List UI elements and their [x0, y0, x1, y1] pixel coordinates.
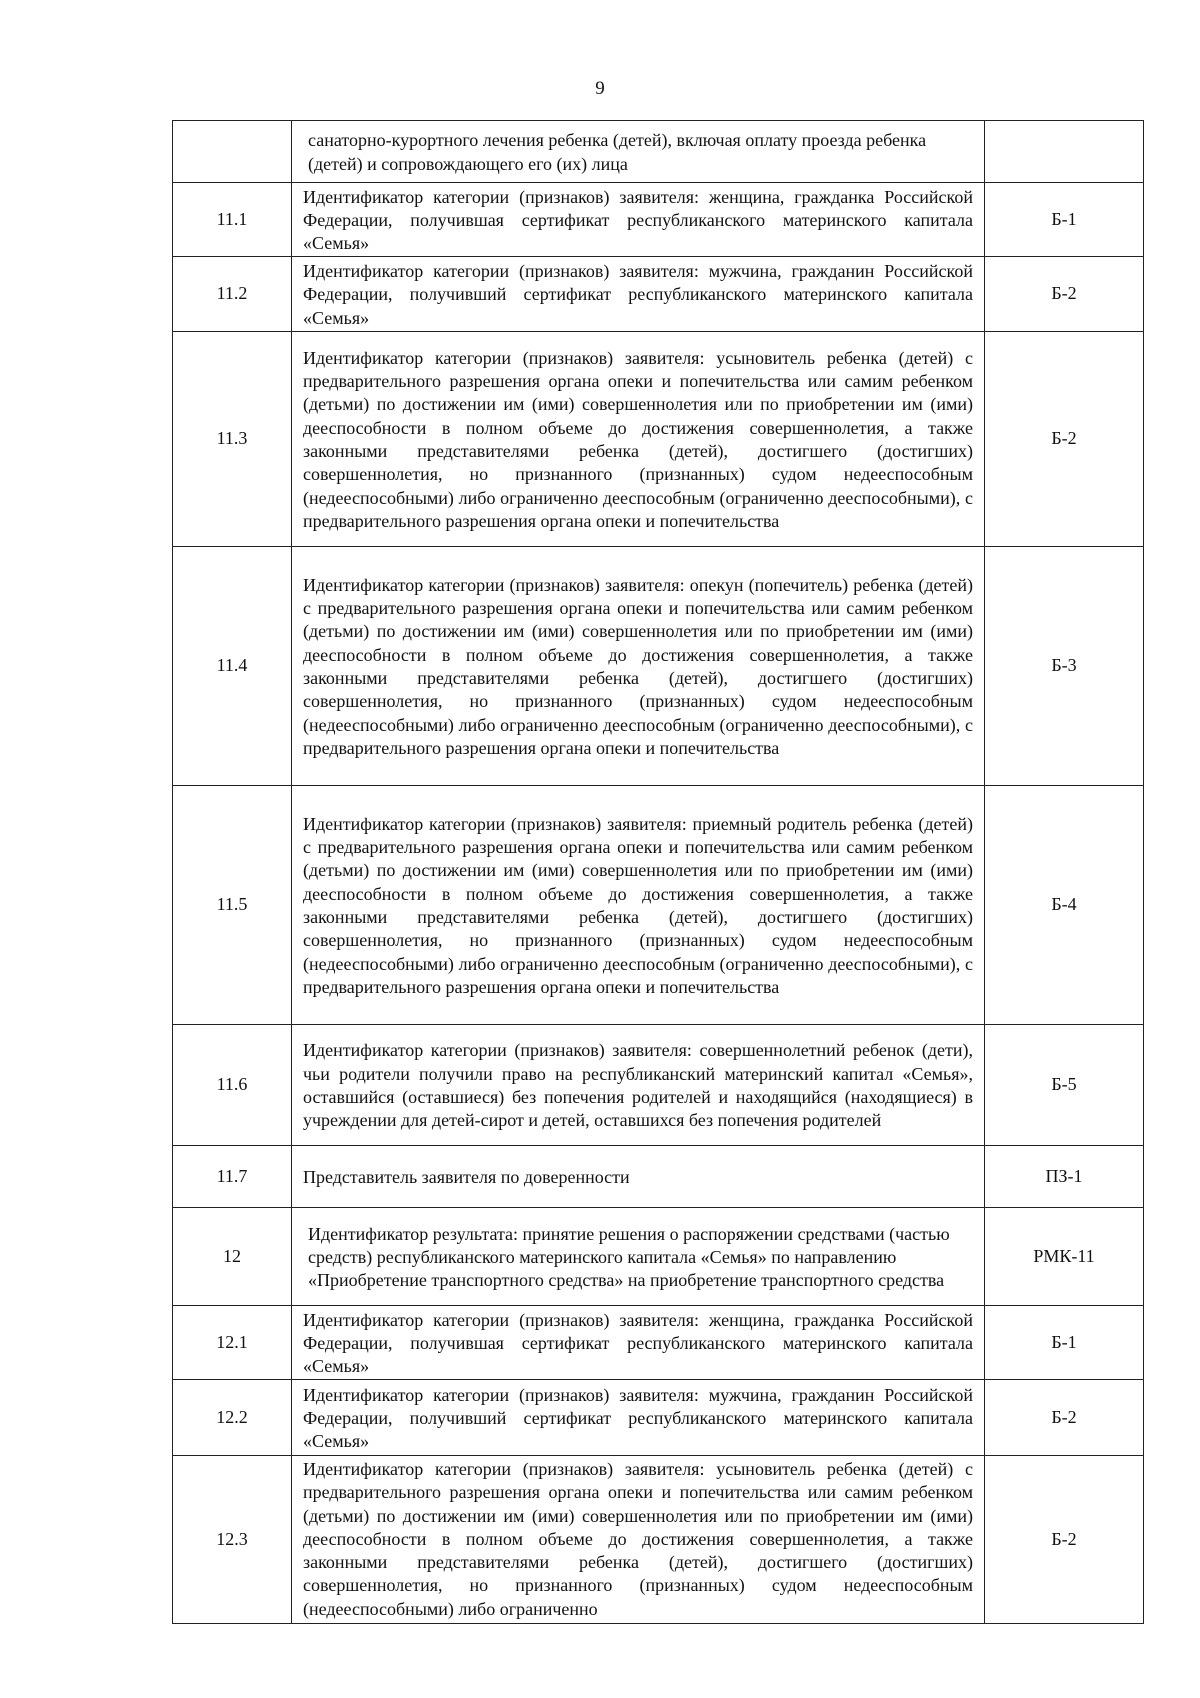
- table-row: [173, 257, 1144, 332]
- table-row: [173, 1146, 1144, 1208]
- table-row: [173, 1306, 1144, 1380]
- row-number-cell: 11.3: [173, 332, 292, 547]
- row-code-cell: Б-2: [985, 1456, 1144, 1624]
- row-number-cell: 12.3: [173, 1456, 292, 1624]
- document-table: [172, 120, 1144, 1624]
- row-description-cell: Идентификатор категории (признаков) заявителя: приемный родитель ребенка (детей) с предварительного разрешения органа опеки и попечительства или самим ребенком (детьми) по достижении им (ими) совершеннолетия или по приобретении им (ими) дееспособности в полном объеме до достижения совершеннолетия, а также законными представителями ребенка (детей), достигшего (достигших) совершеннолетия, но признанного (признанных) судом недееспособным (недееспособными) либо ограниченно дееспособным (ограниченно дееспособными), с предварительного разрешения органа опеки и попечительства: [292, 786, 985, 1025]
- row-code-cell: Б-3: [985, 547, 1144, 786]
- table-row: [173, 1380, 1144, 1456]
- row-number-cell: 11.1: [173, 183, 292, 257]
- row-code-cell: Б-1: [985, 1306, 1144, 1380]
- row-code-cell: ПЗ-1: [985, 1146, 1144, 1208]
- row-code-cell: [985, 121, 1144, 183]
- table-row: [173, 547, 1144, 786]
- row-code-cell: Б-4: [985, 786, 1144, 1025]
- row-description-cell: Идентификатор результата: принятие решения о распоряжении средствами (частью средств) республиканского материнского капитала «Семья» по направлению «Приобретение транспортного средства» на приобретение транспортного средства: [292, 1208, 985, 1306]
- row-description-cell: Идентификатор категории (признаков) заявителя: опекун (попечитель) ребенка (детей) с предварительного разрешения органа опеки и попечительства или самим ребенком (детьми) по достижении им (ими) совершеннолетия или по приобретении им (ими) дееспособности в полном объеме до достижения совершеннолетия, а также законными представителями ребенка (детей), достигшего (достигших) совершеннолетия, но признанного (признанных) судом недееспособным (недееспособными) либо ограниченно дееспособным (ограниченно дееспособными), с предварительного разрешения органа опеки и попечительства: [292, 547, 985, 786]
- row-code-cell: Б-2: [985, 257, 1144, 332]
- row-number-cell: 12.2: [173, 1380, 292, 1456]
- row-number-cell: 11.6: [173, 1025, 292, 1146]
- row-description-cell: санаторно-курортного лечения ребенка (детей), включая оплату проезда ребенка (детей) и сопровождающего его (их) лица: [292, 121, 985, 183]
- table-row: [173, 786, 1144, 1025]
- table-row: [173, 183, 1144, 257]
- row-description-cell: Идентификатор категории (признаков) заявителя: мужчина, гражданин Российской Федерации, получивший сертификат республиканского материнского капитала «Семья»: [292, 1380, 985, 1456]
- row-code-cell: Б-1: [985, 183, 1144, 257]
- row-code-cell: Б-2: [985, 332, 1144, 547]
- table-row: [173, 1025, 1144, 1146]
- row-description-cell: Идентификатор категории (признаков) заявителя: усыновитель ребенка (детей) с предварительного разрешения органа опеки и попечительства или самим ребенком (детьми) по достижении им (ими) совершеннолетия или по приобретении им (ими) дееспособности в полном объеме до достижения совершеннолетия, а также законными представителями ребенка (детей), достигшего (достигших) совершеннолетия, но признанного (признанных) судом недееспособным (недееспособными) либо ограниченно: [292, 1456, 985, 1624]
- row-description-cell: Представитель заявителя по доверенности: [292, 1146, 985, 1208]
- page-number: 9: [595, 78, 605, 99]
- row-description-cell: Идентификатор категории (признаков) заявителя: усыновитель ребенка (детей) с предварительного разрешения органа опеки и попечительства или самим ребенком (детьми) по достижении им (ими) совершеннолетия или по приобретении им (ими) дееспособности в полном объеме до достижения совершеннолетия, а также законными представителями ребенка (детей), достигшего (достигших) совершеннолетия, но признанного (признанных) судом недееспособным (недееспособными) либо ограниченно дееспособным (ограниченно дееспособными), с предварительного разрешения органа опеки и попечительства: [292, 332, 985, 547]
- row-number-cell: 11.4: [173, 547, 292, 786]
- row-number-cell: 11.2: [173, 257, 292, 332]
- table-row: [173, 332, 1144, 547]
- row-description-cell: Идентификатор категории (признаков) заявителя: мужчина, гражданин Российской Федерации, получивший сертификат республиканского материнского капитала «Семья»: [292, 257, 985, 332]
- row-description-cell: Идентификатор категории (признаков) заявителя: женщина, гражданка Российской Федерации, получившая сертификат республиканского материнского капитала «Семья»: [292, 183, 985, 257]
- table-row: [173, 1208, 1144, 1306]
- row-number-cell: 12.1: [173, 1306, 292, 1380]
- row-code-cell: Б-5: [985, 1025, 1144, 1146]
- row-code-cell: Б-2: [985, 1380, 1144, 1456]
- row-number-cell: [173, 121, 292, 183]
- table-row: [173, 1456, 1144, 1624]
- row-number-cell: 12: [173, 1208, 292, 1306]
- row-number-cell: 11.5: [173, 786, 292, 1025]
- row-description-cell: Идентификатор категории (признаков) заявителя: женщина, гражданка Российской Федерации, получившая сертификат республиканского материнского капитала «Семья»: [292, 1306, 985, 1380]
- row-number-cell: 11.7: [173, 1146, 292, 1208]
- row-description-cell: Идентификатор категории (признаков) заявителя: совершеннолетний ребенок (дети), чьи родители получили право на республиканский материнский капитал «Семья», оставшийся (оставшиеся) без попечения родителей и находящийся (находящиеся) в учреждении для детей-сирот и детей, оставшихся без попечения родителей: [292, 1025, 985, 1146]
- row-code-cell: РМК-11: [985, 1208, 1144, 1306]
- table-row: [173, 121, 1144, 183]
